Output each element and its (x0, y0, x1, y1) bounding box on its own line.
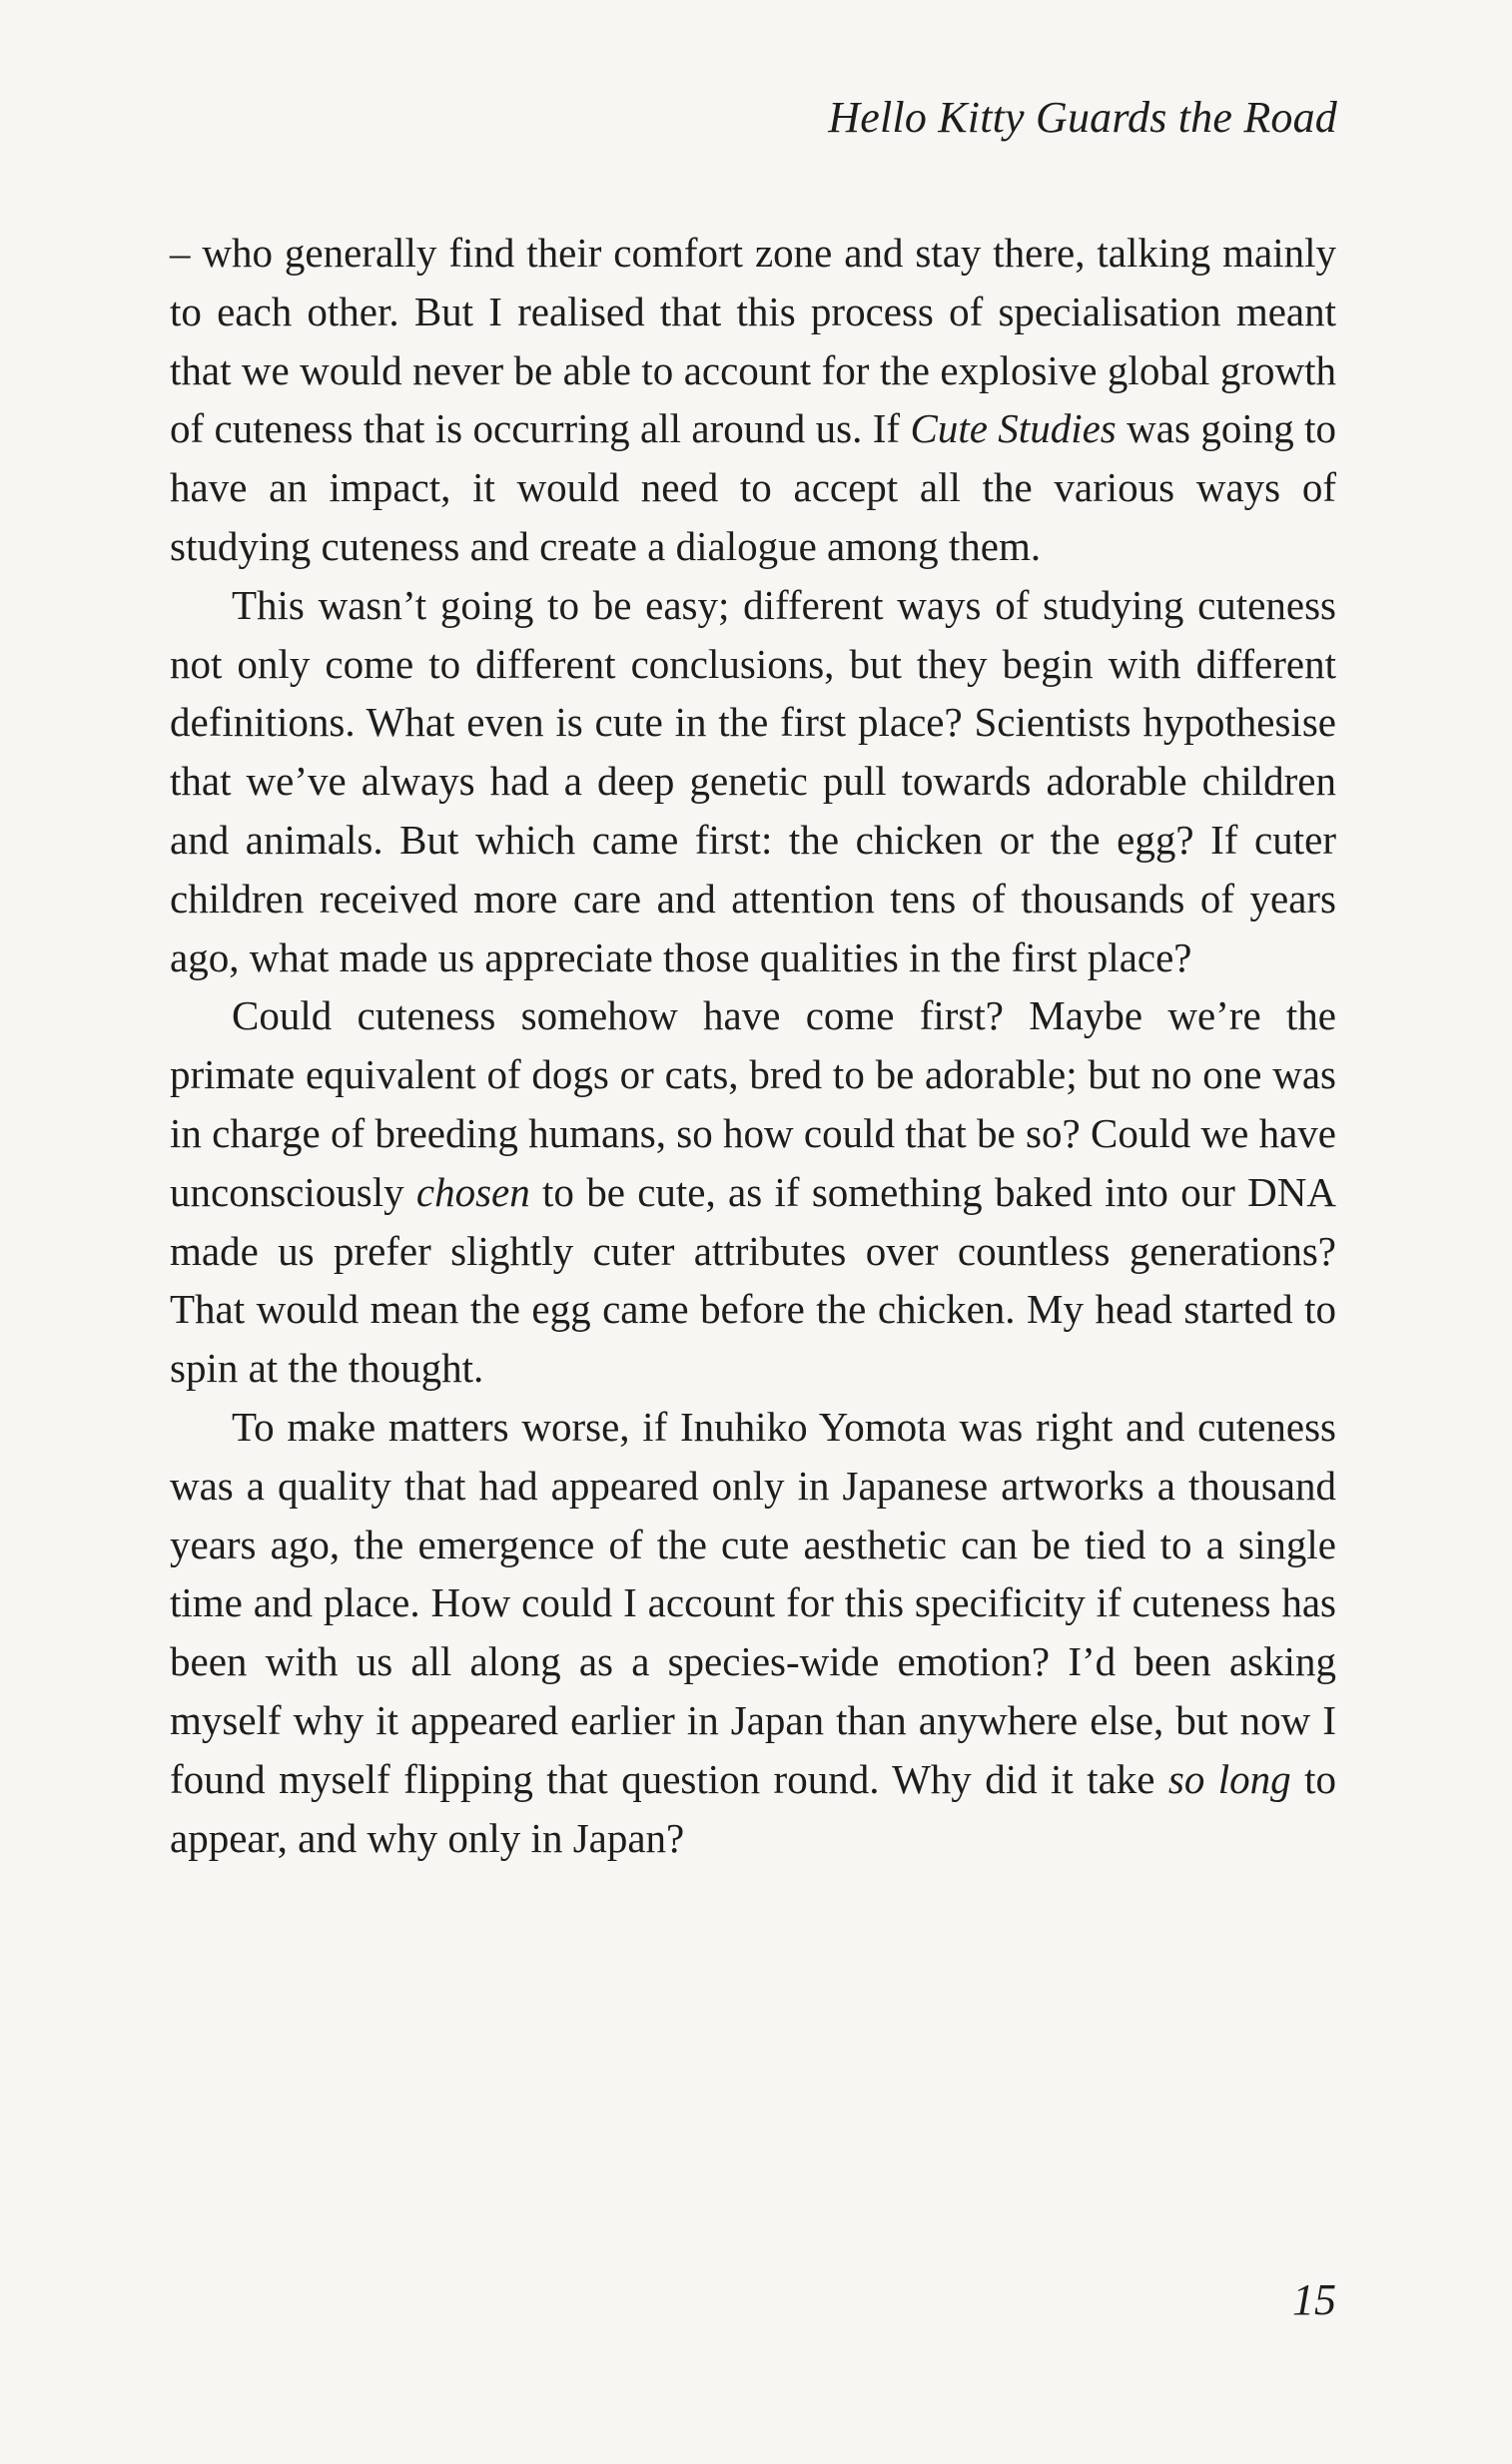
text-run: To make matters worse, if Inuhiko Yomota was right and cuteness was a quality that had appeared only in Japanese artworks a thousand years ago, the emergence of the cute aesthetic can be tied to a single time and place. How could I account for this specificity if cuteness has been with us all along as a species-wide emotion? I’d been asking myself why it appeared earlier in Japan than anywhere else, but now I found myself flipping that question round. Why did it take (170, 1403, 1336, 1802)
text-run: This wasn’t going to be easy; different ways of studying cuteness not only come to different conclusions, but they begin with different definitions. What even is cute in the first place? Scientists hypothesise that we’ve always had a deep genetic pull towards adorable children and animals. But which came first: the chicken or the egg? If cuter children received more care and attention tens of thousands of years ago, what made us appreciate those qualities in the first place? (170, 581, 1336, 980)
text-run: to appear, and why only in Japan? (170, 1755, 1336, 1861)
italic-run: Cute Studies (910, 405, 1117, 452)
page-number: 15 (1292, 2275, 1336, 2324)
paragraph (170, 1398, 1336, 1867)
body-text (170, 224, 1336, 1867)
text-run: to be cute, as if something baked into our DNA made us prefer slightly cuter attributes over countless generations? That would mean the egg came before the chicken. My head started to spin at the thought. (170, 1168, 1336, 1392)
paragraph (170, 224, 1336, 576)
paragraph (170, 986, 1336, 1398)
paragraph (170, 576, 1336, 987)
text-run: – who generally find their comfort zone and stay there, talking mainly to each other. But I realised that this process of specialisation meant that we would never be able to account for the explosive global growth of cuteness that is occurring all around us. If (170, 230, 1336, 452)
text-run: was going to have an impact, it would need to accept all the various ways of studying cuteness and create a dialogue among them. (170, 405, 1337, 569)
text-run: Could cuteness somehow have come first? Maybe we’re the primate equivalent of dogs or cats, bred to be adorable; but no one was in charge of breeding humans, so how could that be so? Could we have unconsciously (170, 992, 1336, 1215)
italic-run: chosen (415, 1168, 530, 1215)
italic-run: so long (1167, 1755, 1291, 1802)
running-head: Hello Kitty Guards the Road (828, 93, 1337, 142)
